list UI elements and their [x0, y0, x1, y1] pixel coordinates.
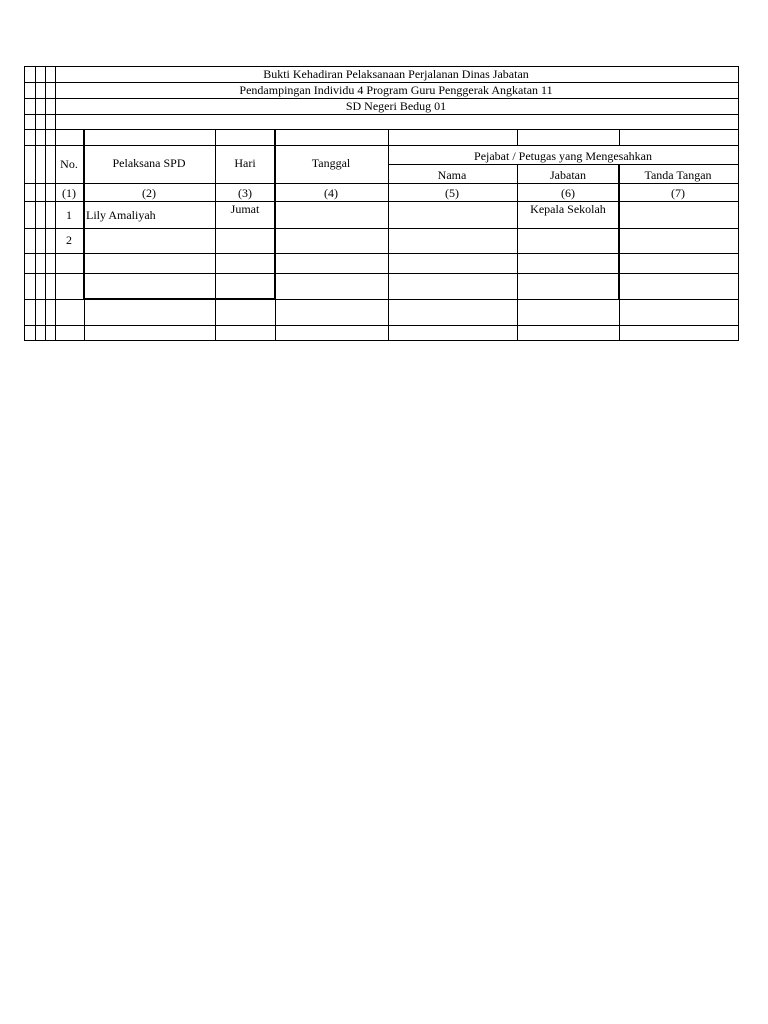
column-number-3: (3)	[238, 186, 252, 200]
header-pejabat-group: Pejabat / Petugas yang Mengesahkan	[474, 149, 652, 163]
column-number-2: (2)	[142, 186, 156, 200]
header-no: No.	[60, 157, 78, 171]
column-number-5: (5)	[445, 186, 459, 200]
row-1-no: 1	[66, 208, 72, 222]
header-nama: Nama	[437, 168, 467, 182]
column-number-7: (7)	[671, 186, 685, 200]
row-2-no: 2	[66, 233, 72, 247]
column-number-4: (4)	[324, 186, 338, 200]
form-title: Bukti Kehadiran Pelaksanaan Perjalanan Dinas Jabatan	[263, 67, 529, 81]
header-tanggal: Tanggal	[311, 156, 351, 170]
header-jabatan: Jabatan	[550, 168, 586, 182]
header-hari: Hari	[234, 156, 256, 170]
form-subtitle: Pendampingan Individu 4 Program Guru Penggerak Angkatan 11	[239, 83, 553, 97]
column-number-1: (1)	[62, 186, 76, 200]
row-1-pelaksana: Lily Amaliyah	[86, 208, 156, 222]
row-1-hari: Jumat	[230, 202, 260, 216]
column-number-6: (6)	[561, 186, 575, 200]
header-pelaksana: Pelaksana SPD	[112, 156, 186, 170]
header-tanda-tangan: Tanda Tangan	[644, 168, 712, 182]
row-1-jabatan: Kepala Sekolah	[530, 202, 606, 216]
school-name: SD Negeri Bedug 01	[345, 99, 447, 113]
